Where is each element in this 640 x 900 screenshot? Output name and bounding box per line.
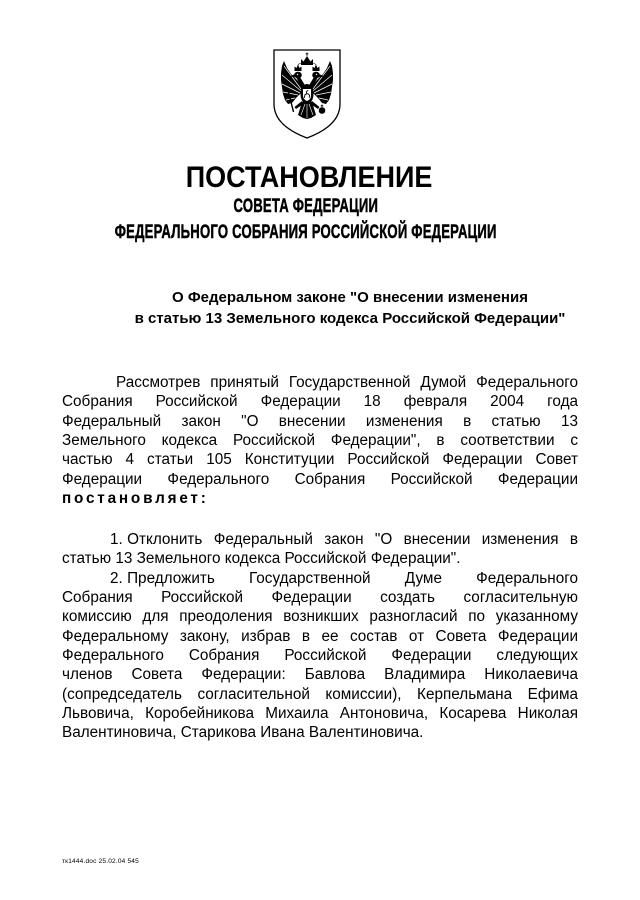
paragraph-line: Собрания Российской Федерации 18 февраля 2004 года	[62, 393, 578, 411]
resolution-item-1	[62, 530, 578, 569]
paragraph-line: Собрания Российской Федерации создать согласительную	[62, 589, 578, 607]
paragraph-line: Федеральный закон "О внесении изменения в статью 13	[62, 412, 578, 430]
line-text: Отклонить Федеральный закон "О внесении изменения в	[127, 531, 578, 548]
paragraph-line: комиссию для преодоления возникших разногласий по указанному	[62, 608, 578, 626]
issuer-line	[0, 222, 612, 244]
subject-line: О Федеральном законе "О внесении изменения	[172, 289, 528, 306]
item-number: 2.	[110, 569, 123, 587]
issuer-line-text: ФЕДЕРАЛЬНОГО СОБРАНИЯ РОССИЙСКОЙ ФЕДЕРАЦИИ	[115, 222, 497, 243]
paragraph-line: Федерации Федерального Собрания Российской Федерации	[62, 470, 578, 488]
preamble-paragraph	[62, 373, 578, 508]
paragraph-line: Рассмотрев принятый Государственной Думой Федерального	[116, 374, 578, 391]
item-number: 1.	[110, 531, 123, 548]
paragraph-line: статью 13 Земельного кодекса Российской Федерации".	[62, 550, 461, 568]
paragraph-line: (сопредседатель согласительной комиссии), Керпельмана Ефима	[62, 685, 578, 703]
paragraph-line: Федеральному закону, избрав в ее состав от Совета Федерации	[62, 627, 578, 645]
paragraph-line: частью 4 статьи 105 Конституции Российской Федерации Совет	[62, 451, 578, 469]
document-title-text: ПОСТАНОВЛЕНИЕ	[185, 161, 433, 194]
issuer-line-text: СОВЕТА ФЕДЕРАЦИИ	[233, 196, 379, 217]
resolution-item-2	[62, 569, 578, 743]
paragraph-line: Земельного кодекса Российской Федерации", в соответствии с	[62, 432, 578, 450]
document-title	[109, 160, 509, 196]
issuer-line	[0, 196, 612, 218]
paragraph-line: Федерального Собрания Российской Федерации следующих	[62, 647, 578, 665]
paragraph-line	[62, 530, 578, 549]
subject-heading	[110, 287, 590, 329]
file-reference-footer: тк1444.doc 25.02.04 545	[62, 858, 139, 865]
paragraph-line: Валентиновича, Старикова Ивана Валентиновича.	[62, 724, 424, 742]
coat-of-arms-icon	[271, 46, 343, 140]
paragraph-line: Львовича, Коробейникова Михаила Антоновича, Косарева Николая	[62, 705, 578, 723]
line-text: Предложить Государственной Думе Федерального	[127, 569, 578, 587]
paragraph-line: членов Совета Федерации: Бавлова Владимира Николаевича	[62, 666, 578, 684]
decision-word: постановляет:	[62, 490, 209, 508]
paragraph-line	[62, 569, 578, 588]
subject-line: в статью 13 Земельного кодекса Российской Федерации"	[134, 310, 566, 327]
